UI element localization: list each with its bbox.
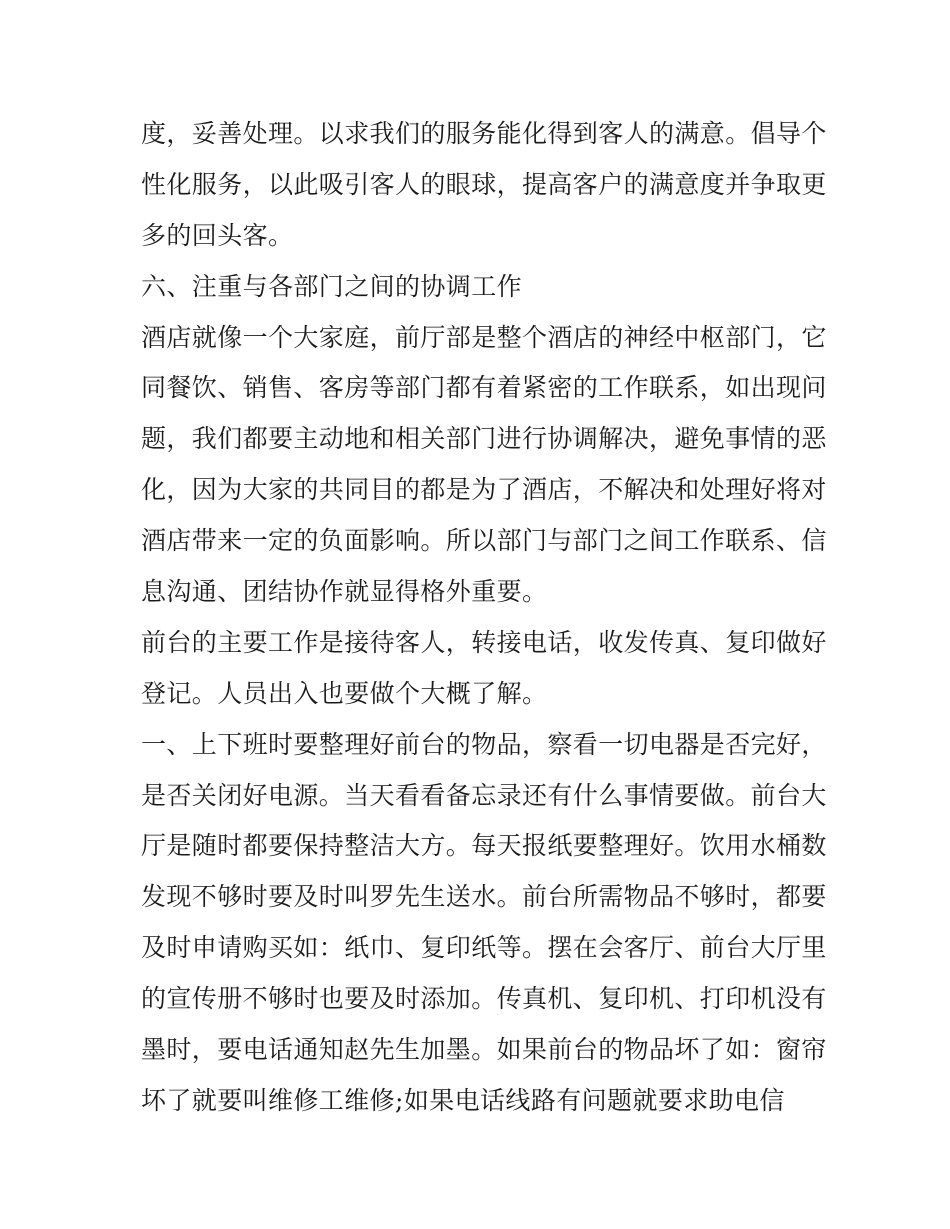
text-line: 厅是随时都要保持整洁大方。每天报纸要整理好。饮用水桶数 [141,831,827,861]
text-line: 酒店就像一个大家庭，前厅部是整个酒店的神经中枢部门，它 [141,322,827,352]
text-line: 题，我们都要主动地和相关部门进行协调解决，避免事情的恶 [141,424,827,454]
text-line: 化，因为大家的共同目的都是为了酒店，不解决和处理好将对 [141,475,827,505]
text-line: 度，妥善处理。以求我们的服务能化得到客人的满意。倡导个 [141,119,827,148]
text-line: 的宣传册不够时也要及时添加。传真机、复印机、打印机没有 [141,984,827,1014]
body-text [141,109,831,1127]
text-line: 墨时，要电话通知赵先生加墨。如果前台的物品坏了如：窗帘 [141,1035,827,1065]
text-line: 前台的主要工作是接待客人，转接电话，收发传真、复印做好 [141,627,827,657]
text-line: 同餐饮、销售、客房等部门都有着紧密的工作联系，如出现问 [141,373,827,403]
text-line: 登记。人员出入也要做个大概了解。 [141,678,548,708]
section-heading: 六、注重与各部门之间的协调工作 [141,271,523,301]
text-line: 及时申请购买如：纸巾、复印纸等。摆在会客厅、前台大厅里 [141,933,827,963]
text-line: 性化服务，以此吸引客人的眼球，提高客户的满意度并争取更 [141,169,827,199]
text-line: 是否关闭好电源。当天看看备忘录还有什么事情要做。前台大 [141,780,827,810]
text-line: 多的回头客。 [141,220,294,250]
text-line: 发现不够时要及时叫罗先生送水。前台所需物品不够时，都要 [141,882,827,912]
text-line: 坏了就要叫维修工维修;如果电话线路有问题就要求助电信 [141,1085,785,1115]
section-heading: 一、上下班时要整理好前台的物品，察看一切电器是否完好， [141,729,827,759]
text-line: 酒店带来一定的负面影响。所以部门与部门之间工作联系、信 [141,526,827,556]
text-line: 息沟通、团结协作就显得格外重要。 [141,577,548,607]
